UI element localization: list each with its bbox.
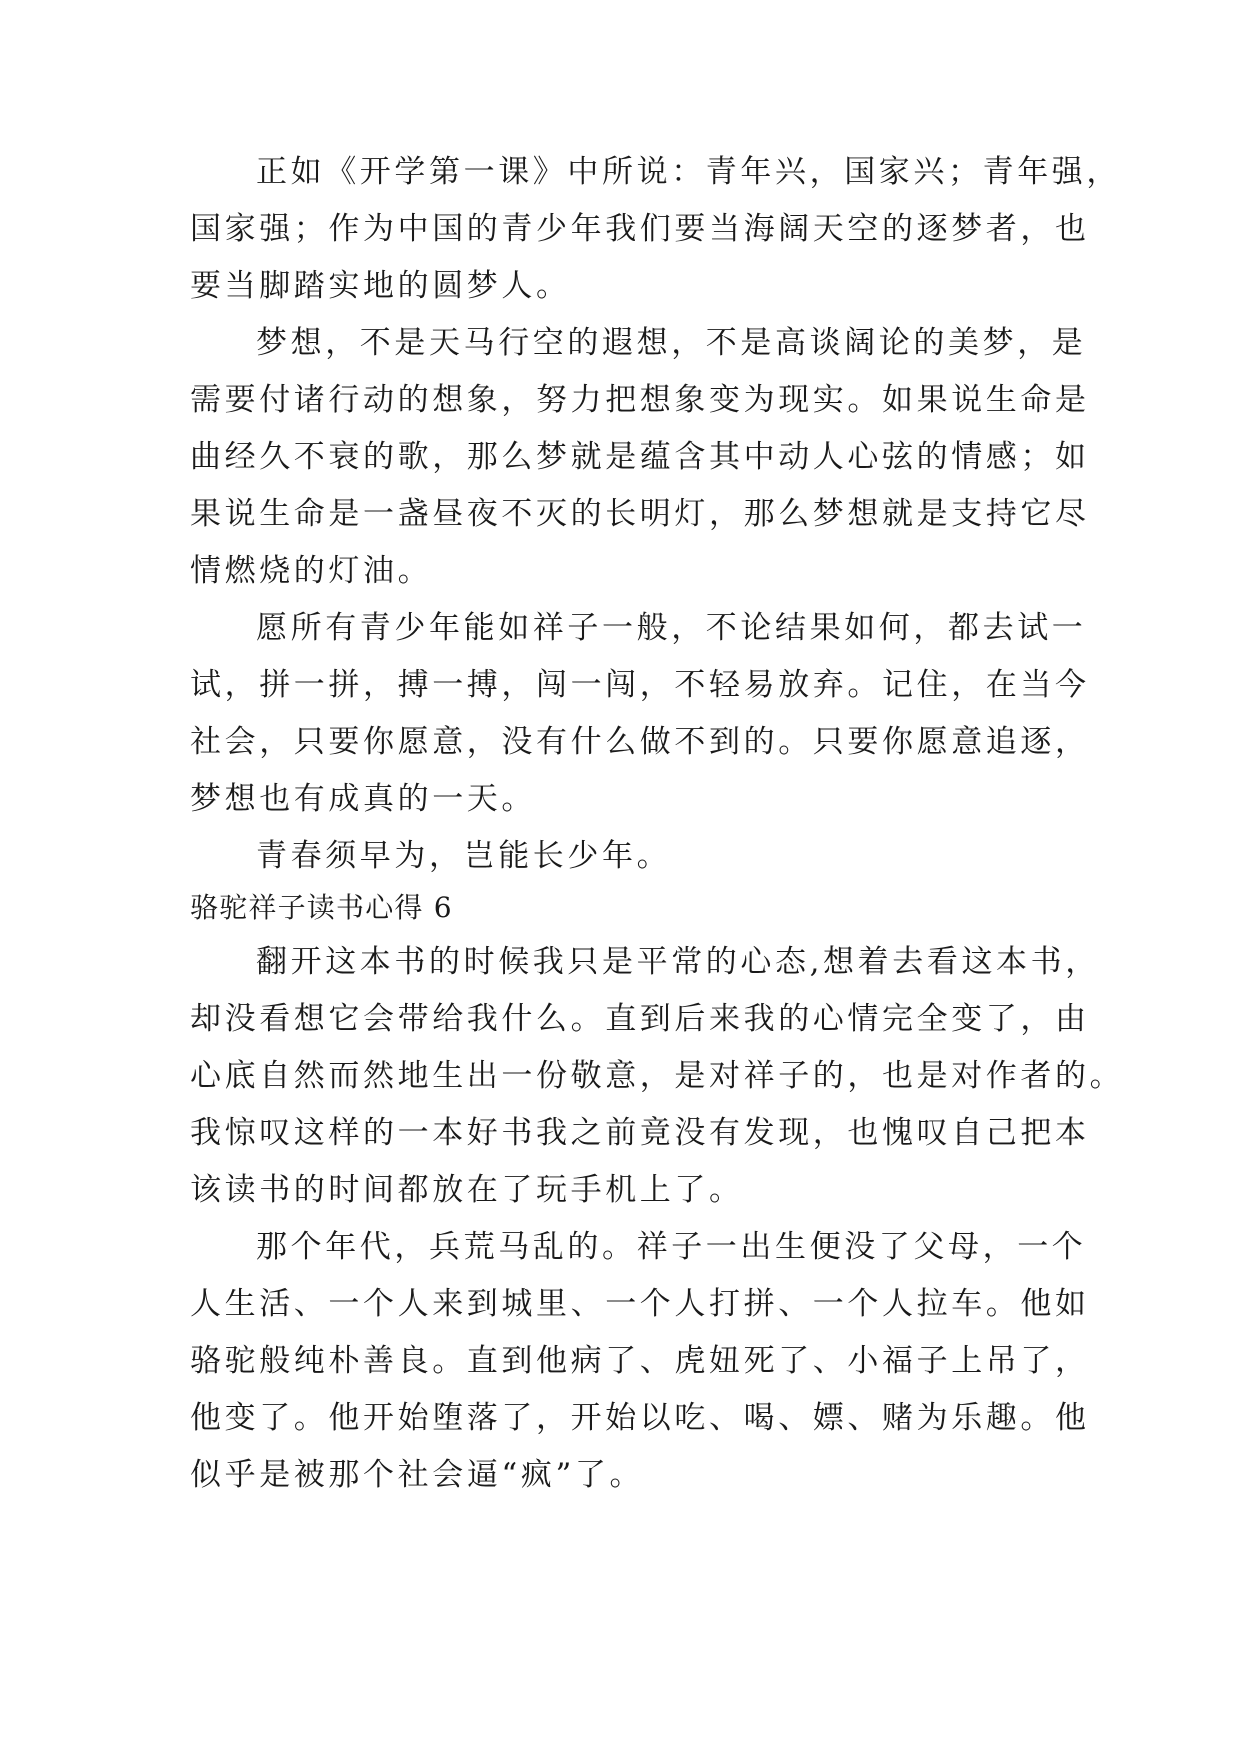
paragraph-line: 愿所有青少年能如祥子一般，不论结果如何，都去试一 — [256, 610, 1087, 646]
paragraph-line: 情燃烧的灯油。 — [190, 553, 433, 589]
section-heading: 骆驼祥子读书心得 6 — [190, 891, 453, 924]
paragraph-line: 他变了。他开始堕落了，开始以吃、喝、嫖、赌为乐趣。他 — [190, 1400, 1090, 1436]
paragraph-line: 国家强；作为中国的青少年我们要当海阔天空的逐梦者，也 — [190, 211, 1090, 247]
paragraph-line: 果说生命是一盏昼夜不灭的长明灯，那么梦想就是支持它尽 — [190, 496, 1090, 532]
paragraph-line: 试，拼一拼，搏一搏，闯一闯，不轻易放弃。记住，在当今 — [190, 667, 1090, 703]
paragraph-line: 青春须早为，岂能长少年。 — [256, 838, 672, 874]
paragraph-line: 正如《开学第一课》中所说：青年兴，国家兴；青年强， — [256, 154, 1121, 190]
paragraph-line: 梦想，不是天马行空的遐想，不是高谈阔论的美梦，是 — [256, 325, 1087, 361]
paragraph-line: 要当脚踏实地的圆梦人。 — [190, 268, 571, 304]
paragraph-line: 社会，只要你愿意，没有什么做不到的。只要你愿意追逐， — [190, 724, 1090, 760]
paragraph-line: 需要付诸行动的想象，努力把想象变为现实。如果说生命是 — [190, 382, 1090, 418]
paragraph-line: 却没看想它会带给我什么。直到后来我的心情完全变了，由 — [190, 1001, 1090, 1037]
paragraph-line: 那个年代，兵荒马乱的。祥子一出生便没了父母，一个 — [256, 1229, 1087, 1265]
paragraph-line: 梦想也有成真的一天。 — [190, 781, 536, 817]
paragraph-line: 人生活、一个人来到城里、一个人打拼、一个人拉车。他如 — [190, 1286, 1090, 1322]
paragraph-line: 曲经久不衰的歌，那么梦就是蕴含其中动人心弦的情感；如 — [190, 439, 1090, 475]
paragraph-line: 骆驼般纯朴善良。直到他病了、虎妞死了、小福子上吊了， — [190, 1343, 1090, 1379]
paragraph-line: 心底自然而然地生出一份敬意，是对祥子的，也是对作者的。 — [190, 1058, 1125, 1094]
paragraph-line: 该读书的时间都放在了玩手机上了。 — [190, 1172, 744, 1208]
paragraph-line: 翻开这本书的时候我只是平常的心态,想着去看这本书， — [256, 944, 1100, 980]
paragraph-line: 我惊叹这样的一本好书我之前竟没有发现，也愧叹自己把本 — [190, 1115, 1090, 1151]
paragraph-line: 似乎是被那个社会逼“疯”了。 — [190, 1457, 645, 1493]
